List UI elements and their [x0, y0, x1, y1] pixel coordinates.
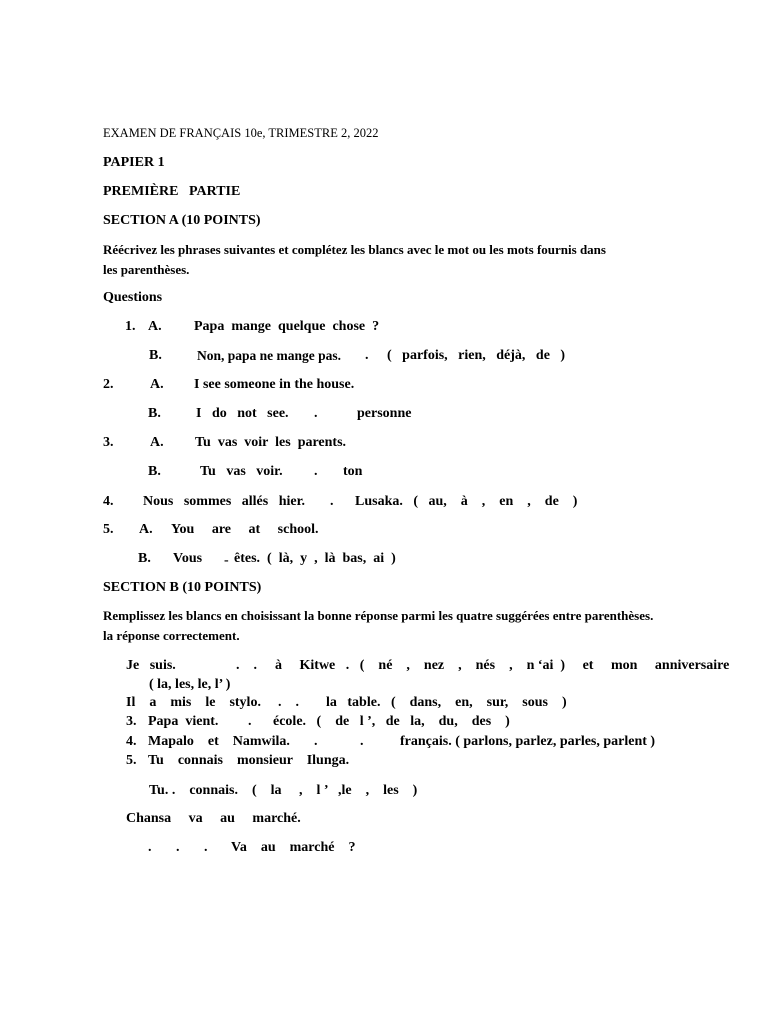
- q2-number: 2.: [103, 377, 114, 392]
- q2b-letter: B.: [148, 406, 161, 421]
- q1b-sentence: Non, papa ne mange pas.: [197, 348, 342, 363]
- q2a-letter: A.: [150, 377, 164, 392]
- q2b-blank: .: [314, 406, 318, 421]
- q5a-letter: A.: [139, 522, 153, 537]
- q5b-choices: êtes. ( là, y , là bas, ai ): [234, 551, 396, 566]
- b1-blank: . .: [236, 658, 257, 673]
- b3-sentence: Papa vient.: [148, 714, 219, 729]
- q1a-sentence: Papa mange quelque chose ?: [194, 319, 380, 334]
- q4-sentence: Nous sommes allés hier.: [143, 494, 306, 509]
- b3-number: 3.: [126, 714, 137, 729]
- paper-title: PAPIER 1: [103, 155, 165, 170]
- questions-label: Questions: [103, 290, 163, 305]
- q4-blank: .: [330, 494, 334, 509]
- b1-sentence: Je suis.: [126, 658, 176, 673]
- q1a-letter: A.: [148, 319, 162, 334]
- b5-sentence: Tu connais monsieur Ilunga.: [148, 753, 350, 768]
- q5b-letter: B.: [138, 551, 151, 566]
- q3b-blank: .: [314, 464, 318, 479]
- b2-choices: la table. ( dans, en, sur, sous ): [326, 695, 567, 710]
- q1-number: 1.: [125, 319, 136, 334]
- b6-sentence: Chansa va au marché.: [126, 811, 301, 826]
- q5-number: 5.: [103, 522, 114, 537]
- b3-blank: .: [248, 714, 252, 729]
- q1b-letter: B.: [149, 348, 162, 363]
- b1-choices-continued: ( la, les, le, l’ ): [149, 677, 231, 692]
- b4-number: 4.: [126, 734, 137, 749]
- exam-header: EXAMEN DE FRANÇAIS 10e, TRIMESTRE 2, 2022: [103, 126, 379, 140]
- b5-number: 5.: [126, 753, 137, 768]
- section-b-instruction-line1: Remplissez les blancs en choisissant la bonne réponse parmi les quatre suggérées entre parenthèses.: [103, 608, 654, 623]
- q2b-sentence: I do not see.: [196, 406, 289, 421]
- section-a-instruction-line2: les parenthèses.: [103, 262, 190, 277]
- q3a-letter: A.: [150, 435, 164, 450]
- q4-number: 4.: [103, 494, 114, 509]
- b4-choices: français. ( parlons, parlez, parles, parlent ): [400, 734, 656, 749]
- q3b-sentence: Tu vas voir.: [200, 464, 283, 479]
- b4-blank-2: .: [360, 734, 364, 749]
- b6-question: Va au marché ?: [231, 840, 356, 855]
- q3-number: 3.: [103, 435, 114, 450]
- q2b-choice: personne: [357, 406, 412, 421]
- q4-choices: Lusaka. ( au, à , en , de ): [355, 494, 578, 509]
- section-b-instruction-line2: la réponse correctement.: [103, 628, 240, 643]
- q5b-blank: -: [224, 553, 229, 568]
- section-a-instruction-line1: Réécrivez les phrases suivantes et complétez les blancs avec le mot ou les mots fournis dans: [103, 242, 606, 257]
- q3b-letter: B.: [148, 464, 161, 479]
- q1b-choices: ( parfois, rien, déjà, de ): [387, 348, 566, 363]
- b1-choices: à Kitwe . ( né , nez , nés , n ‘ai ) et mon anniversaire: [275, 658, 730, 673]
- b3-choices: école. ( de l ’, de la, du, des ): [273, 714, 510, 729]
- b2-sentence: Il a mis le stylo.: [126, 695, 261, 710]
- b2-blank: . .: [278, 695, 299, 710]
- b4-sentence: Mapalo et Namwila.: [148, 734, 290, 749]
- q3b-choice: ton: [343, 464, 363, 479]
- q5b-sentence: Vous: [173, 551, 203, 566]
- q5a-sentence: You are at school.: [171, 522, 319, 537]
- b5b-sentence: Tu. . connais. ( la , l ’ ,le , les ): [149, 783, 418, 798]
- q1b-blank: .: [365, 348, 369, 363]
- section-a-title: SECTION A (10 POINTS): [103, 213, 261, 228]
- section-b-title: SECTION B (10 POINTS): [103, 580, 262, 595]
- b6-blank: . . .: [148, 840, 208, 855]
- b4-blank-1: .: [314, 734, 318, 749]
- part-title: PREMIÈRE PARTIE: [103, 184, 241, 199]
- q3a-sentence: Tu vas voir les parents.: [195, 435, 347, 450]
- q2a-sentence: I see someone in the house.: [194, 377, 355, 392]
